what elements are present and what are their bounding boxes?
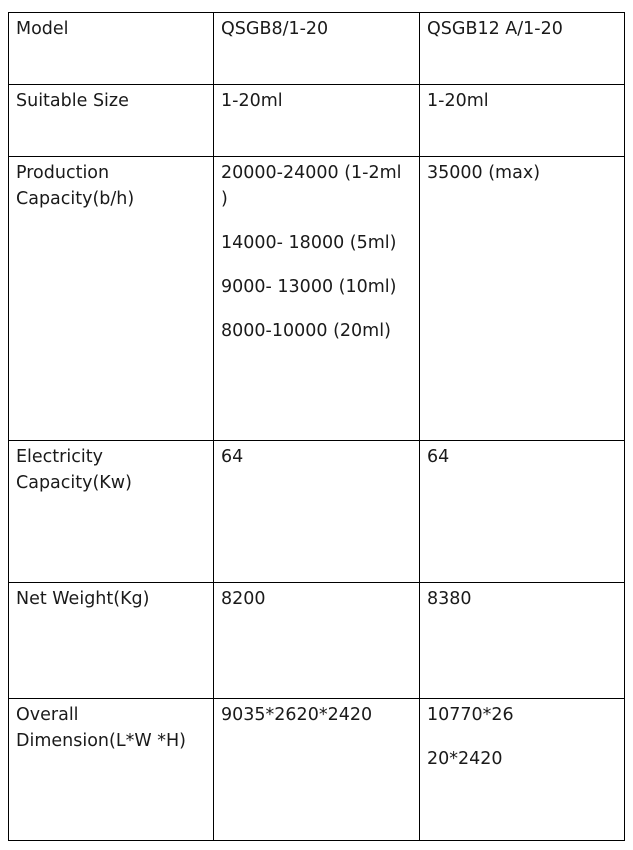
cell-text: 1-20ml	[427, 91, 489, 111]
row-label: Model	[16, 19, 69, 39]
cell-text: 9000- 13000 (10ml)	[221, 277, 397, 297]
spec-cell-col3	[420, 85, 625, 157]
specification-table	[8, 12, 625, 841]
spec-cell-col2	[214, 699, 420, 841]
cell-text: 8380	[427, 589, 472, 609]
row-label: Suitable Size	[16, 91, 129, 111]
table-row-overall-dimension	[9, 699, 625, 841]
cell-text: 10770*26	[427, 705, 514, 725]
cell-text: 20000-24000 (1-2ml )	[221, 163, 402, 209]
row-label-cell	[9, 157, 214, 441]
cell-text: 8000-10000 (20ml)	[221, 321, 391, 341]
spec-cell-col3	[420, 441, 625, 583]
row-label: Production Capacity(b/h)	[16, 163, 135, 209]
cell-text: 14000- 18000 (5ml)	[221, 233, 397, 253]
spec-cell-col2	[214, 583, 420, 699]
spec-cell-col2	[214, 85, 420, 157]
row-label: Net Weight(Kg)	[16, 589, 150, 609]
spec-cell-col3	[420, 583, 625, 699]
table-row-electricity-capacity	[9, 441, 625, 583]
table-row-model	[9, 13, 625, 85]
cell-text: QSGB8/1-20	[221, 19, 329, 39]
cell-text: 1-20ml	[221, 91, 283, 111]
spec-cell-col3	[420, 157, 625, 441]
row-label: Overall Dimension(L*W *H)	[16, 705, 186, 751]
cell-text: 8200	[221, 589, 266, 609]
spec-cell-col2	[214, 157, 420, 441]
row-label-cell	[9, 441, 214, 583]
spec-cell-col3	[420, 13, 625, 85]
cell-text: 9035*2620*2420	[221, 705, 373, 725]
spec-cell-col3	[420, 699, 625, 841]
cell-text: QSGB12 A/1-20	[427, 19, 563, 39]
row-label-cell	[9, 13, 214, 85]
row-label-cell	[9, 85, 214, 157]
row-label-cell	[9, 699, 214, 841]
cell-text: 64	[427, 447, 450, 467]
spec-cell-col2	[214, 13, 420, 85]
cell-text: 64	[221, 447, 244, 467]
table-row-net-weight	[9, 583, 625, 699]
cell-text: 35000 (max)	[427, 163, 541, 183]
row-label-cell	[9, 583, 214, 699]
table-row-suitable-size	[9, 85, 625, 157]
spec-cell-col2	[214, 441, 420, 583]
cell-text: 20*2420	[427, 749, 503, 769]
table-row-production-capacity	[9, 157, 625, 441]
row-label: Electricity Capacity(Kw)	[16, 447, 132, 493]
